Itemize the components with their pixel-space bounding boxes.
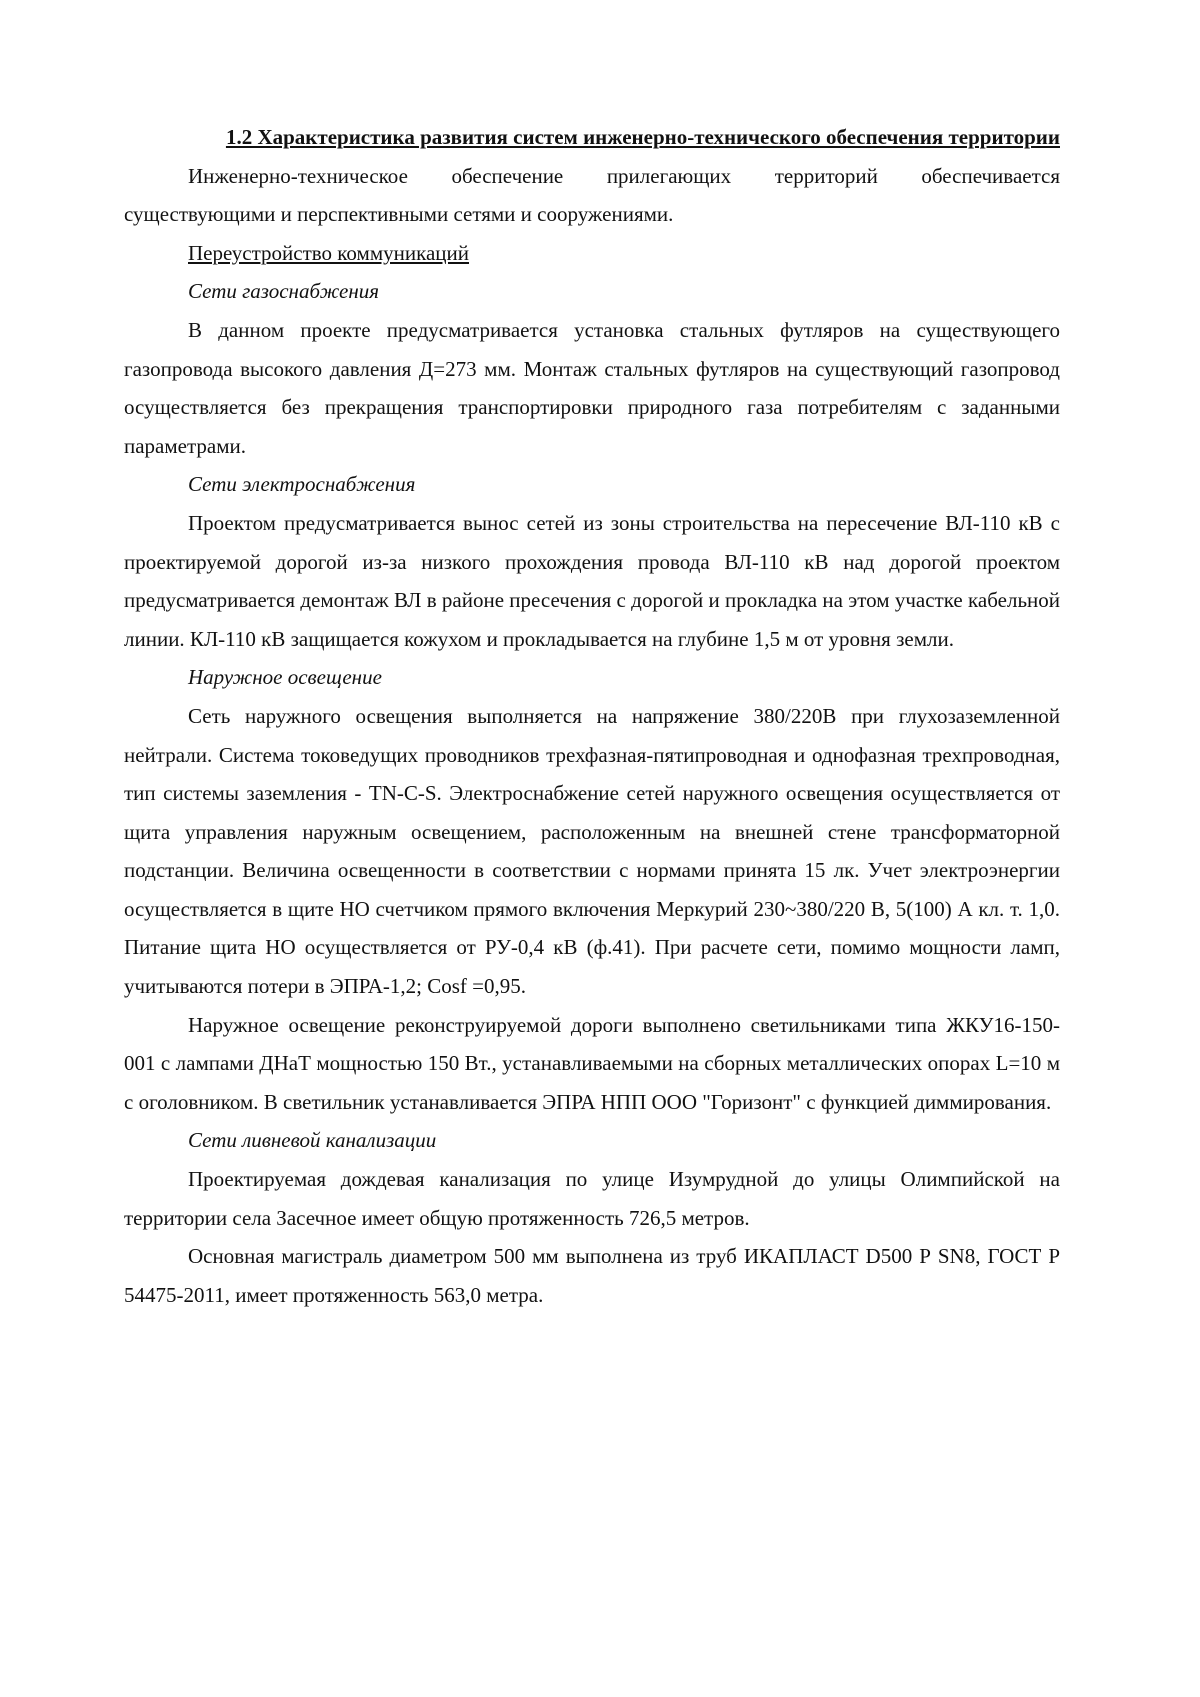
power-paragraph: Проектом предусматривается вынос сетей из зоны строительства на пересечение ВЛ-110 кВ с проектируемой дорогой из-за низкого прохождения провода ВЛ-110 кВ над дорогой проектом предусматривается демонтаж ВЛ в районе пресечения с дорогой и прокладка на этом участке кабельной линии. КЛ-110 кВ защищается кожухом и прокладывается на глубине 1,5 м от уровня земли. — [124, 510, 1060, 651]
power-heading: Сети электроснабжения — [188, 472, 416, 497]
gas-heading: Сети газоснабжения — [188, 279, 379, 304]
section-heading: 1.2 Характеристика развития систем инженерно-технического обеспечения территории — [225, 125, 1060, 149]
lighting-paragraph-2: Наружное освещение реконструируемой дороги выполнено светильниками типа ЖКУ16-150-001 с лампами ДНаТ мощностью 150 Вт., устанавливаемыми на сборных металлических опорах L=10 м с оголовником. В светильник устанавливается ЭПРА НПП ООО "Горизонт" с функцией диммирования. — [124, 1012, 1060, 1114]
storm-heading: Сети ливневой канализации — [188, 1128, 437, 1153]
document-page — [124, 118, 1060, 1314]
storm-paragraph-1: Проектируемая дождевая канализация по улице Изумрудной до улицы Олимпийской на территории села Засечное имеет общую протяженность 726,5 метров. — [124, 1167, 1060, 1230]
storm-paragraph-2: Основная магистраль диаметром 500 мм выполнена из труб ИКАПЛАСТ D500 Р SN8, ГОСТ Р 54475-2011, имеет протяженность 563,0 метра. — [124, 1244, 1060, 1307]
lighting-heading: Наружное освещение — [188, 665, 382, 690]
reconstruction-heading: Переустройство коммуникаций — [188, 240, 470, 265]
lighting-paragraph-1: Сеть наружного освещения выполняется на напряжение 380/220В при глухозаземленной нейтрали. Система токоведущих проводников трехфазная-пятипроводная и однофазная трехпроводная, тип системы заземления - TN-C-S. Электроснабжение сетей наружного освещения осуществляется от щита управления наружным освещением, расположенным на внешней стене трансформаторной подстанции. Величина освещенности в соответствии с нормами принята 15 лк. Учет электроэнергии осуществляется в щите НО счетчиком прямого включения Меркурий 230~380/220 В, 5(100) А кл. т. 1,0. Питание щита НО осуществляется от РУ-0,4 кВ (ф.41). При расчете сети, помимо мощности ламп, учитываются потери в ЭПРА-1,2; Cosf =0,95. — [124, 703, 1060, 999]
intro-paragraph: Инженерно-техническое обеспечение прилегающих территорий обеспечивается существующими и перспективными сетями и сооружениями. — [124, 163, 1060, 227]
gas-paragraph: В данном проекте предусматривается установка стальных футляров на существующего газопровода высокого давления Д=273 мм. Монтаж стальных футляров на существующий газопровод осуществляется без прекращения транспортировки природного газа потребителям с заданными параметрами. — [124, 317, 1060, 458]
